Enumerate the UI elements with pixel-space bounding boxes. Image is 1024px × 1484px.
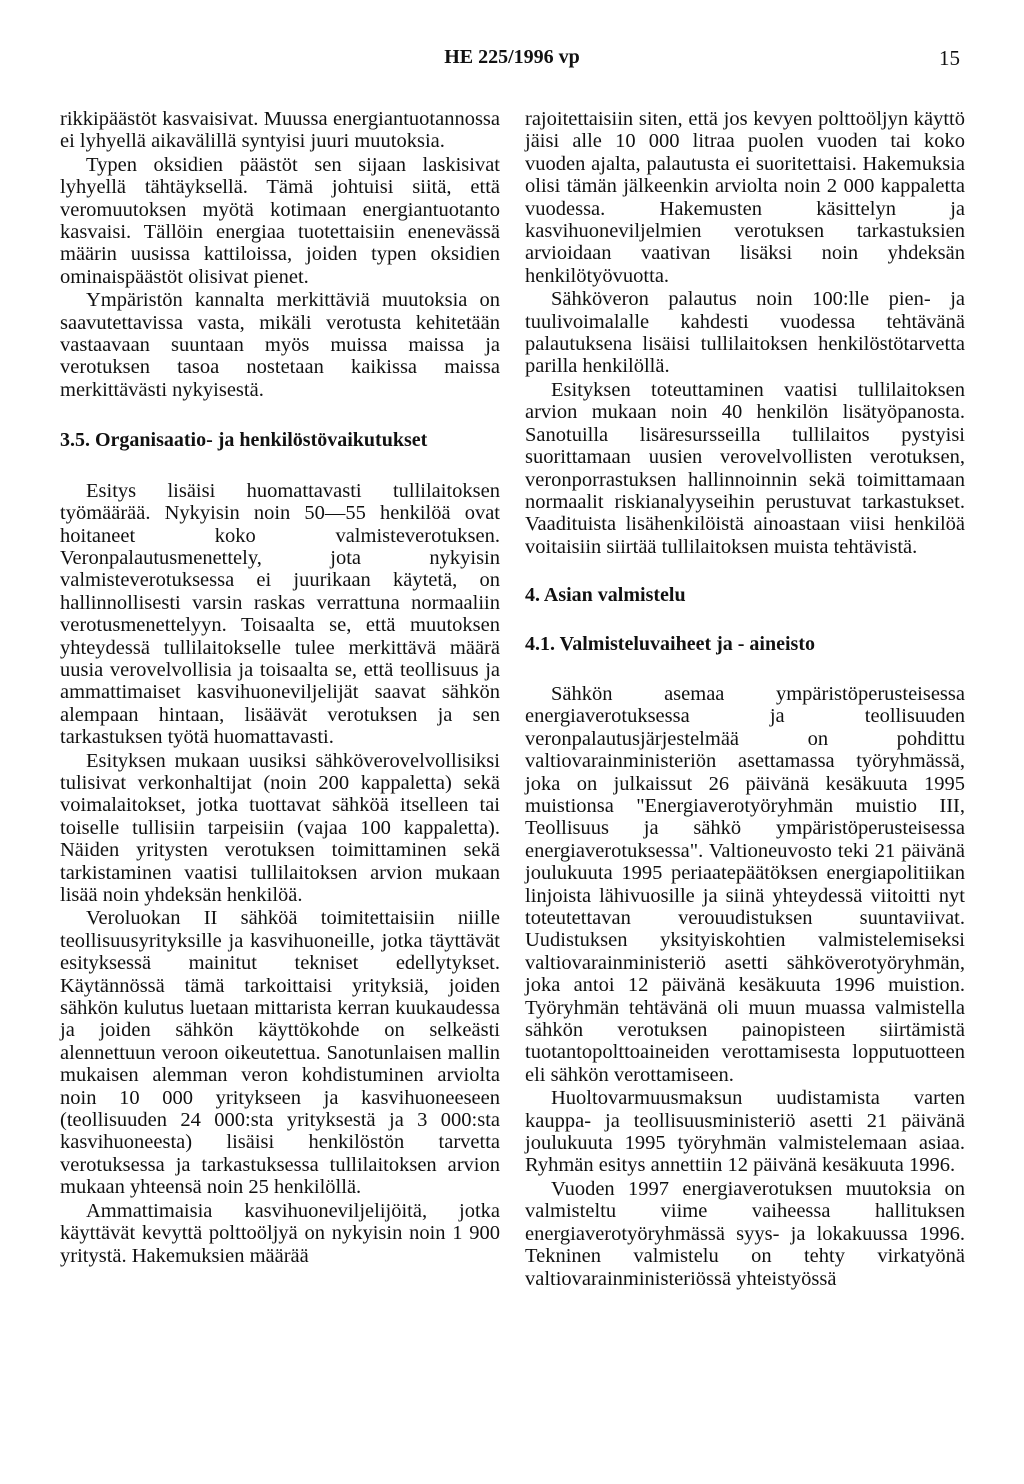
document-id: HE 225/1996 vp xyxy=(444,46,580,68)
paragraph: Huoltovarmuusmaksun uudistamista varten kauppa- ja teollisuusministeriö asetti 21 päivänä joulukuuta 1995 työryhmän valmistelemaan asiaa. Ryhmän esitys annettiin 12 päivänä kesäkuuta 1996. xyxy=(525,1087,965,1177)
section-heading-3-5: 3.5. Organisaatio- ja henkilöstövaikutukset xyxy=(60,429,428,452)
paragraph: Esitys lisäisi huomattavasti tullilaitoksen työmäärää. Nykyisin noin 50—55 henkilöä ovat hoitaneet koko valmisteverotuksen. Veronpalautusmenettely, jota nykyisin valmisteverotuksessa ei juurikaan käytetä, on hallinnollisesti varsin raskas verrattuna normaaliin verotusmenettelyyn. Toisaalta se, että muutoksen yhteydessä tullilaitokselle tulee merkittävä määrä uusia verovelvollisia ja toisaalta se, että teollisuus ja ammattimaiset kasvihuoneviljelijät saavat sähkön alempaan hintaan, lisäävät verotuksen ja sen tarkastuksen työtä huomattavasti. xyxy=(60,479,500,749)
page-number: 15 xyxy=(939,46,960,70)
paragraph: Sähköveron palautus noin 100:lle pien- ja tuulivoimalalle kahdesti vuodessa tehtävänä palautuksena lisäisi tullilaitoksen henkilöstötarvetta parilla henkilöllä. xyxy=(525,288,965,378)
paragraph: rajoitettaisiin siten, että jos kevyen polttoöljyn käyttö jäisi alle 10 000 litraa puolen vuoden tai koko vuoden ajalta, palautusta ei suoritettaisi. Hakemuksia olisi tämän jälkeenkin arviolta noin 2 000 kappaletta vuodessa. Hakemusten käsittelyn ja kasvihuoneviljelmien verotuksen tarkastuksien arvioidaan vaativan lisäksi noin yhdeksän henkilötyövuotta. xyxy=(525,108,965,287)
right-column xyxy=(525,108,965,1291)
section-heading-4: 4. Asian valmistelu xyxy=(525,584,686,607)
paragraph: Typen oksidien päästöt sen sijaan laskisivat lyhyellä tähtäyksellä. Tämä johtuisi siitä, että veromuutoksen myötä kotimaan energiantuotanto kasvaisi. Tällöin energiaa tuotettaisiin enenevässä määrin uusissa kattiloissa, joiden typen oksidien ominaispäästöt olisivat pienet. xyxy=(60,153,500,288)
paragraph: Ammattimaisia kasvihuoneviljelijöitä, jotka käyttävät kevyttä polttoöljyä on nykyisin noin 1 900 yritystä. Hakemuksien määrää xyxy=(60,1199,500,1267)
left-column xyxy=(60,108,500,1268)
paragraph: Vuoden 1997 energiaverotuksen muutoksia on valmisteltu viime vaiheessa hallituksen energiaverotyöryhmässä syys- ja lokakuussa 1996. Tekninen valmistelu on tehty virkatyönä valtiovarainministeriössä yhteistyössä xyxy=(525,1177,965,1290)
paragraph: Sähkön asemaa ympäristöperusteisessa energiaverotuksessa ja teollisuuden veronpalautusjärjestelmää on pohdittu valtiovarainministeriön asettamassa työryhmässä, joka on julkaissut 26 päivänä kesäkuuta 1995 muistionsa "Energiaverotyöryhmän muistio III, Teollisuus ja sähkö ympäristöperusteisessa energiaverotuksessa". Valtioneuvosto teki 21 päivänä joulukuuta 1995 periaatepäätöksen energiapolitiikan linjoista lähivuosille ja siinä yhteydessä viitoitti nyt toteutettavan verouudistuksen suuntaviivat. Uudistuksen yksityiskohtien valmistelemiseksi valtiovarainministeriö asetti sähköverotyöryhmän, joka antoi 12 päivänä kesäkuuta 1996 muistion. Työryhmän tehtävänä oli muun muassa valmistella sähkön verotuksen painopisteen siirtämistä tuotantopolttoaineiden verottamisesta lopputuotteen eli sähkön verottamiseen. xyxy=(525,682,965,1086)
paragraph: Ympäristön kannalta merkittäviä muutoksia on saavutettavissa vasta, mikäli verotusta kehitetään vastaavaan suuntaan myös muissa maissa ja verotuksen tasoa nostetaan kaikissa maissa merkittävästi nykyisestä. xyxy=(60,289,500,401)
page-header xyxy=(0,46,1024,76)
paragraph: Esityksen mukaan uusiksi sähköverovelvollisiksi tulisivat verkonhaltijat (noin 200 kappaletta) sekä voimalaitokset, jotka tuottavat sähköä itselleen tai toiselle tullisiin tarpeisiin (vajaa 100 kappaletta). Näiden yritysten verotuksen toimittaminen sekä tarkistaminen vaatisi tullilaitoksen arvion mukaan lisää noin yhdeksän henkilöä. xyxy=(60,749,500,906)
section-heading-4-1: 4.1. Valmisteluvaiheet ja - aineisto xyxy=(525,632,815,655)
paragraph: rikkipäästöt kasvaisivat. Muussa energiantuotannossa ei lyhyellä aikavälillä syntyisi juuri muutoksia. xyxy=(60,108,500,153)
paragraph: Esityksen toteuttaminen vaatisi tullilaitoksen arvion mukaan noin 40 henkilön lisätyöpanosta. Sanotuilla lisäresursseilla tullilaitos pystyisi suorittamaan uusien verovelvollisten verotuksen, veronporrastuksen hallinnoinnin sekä toimittamaan normaalit riskianalyyseihin perustuvat tarkastukset. Vaadituista lisähenkilöistä ainoastaan viisi henkilöä voitaisiin siirtää tullilaitoksen muista tehtävistä. xyxy=(525,378,965,558)
paragraph: Veroluokan II sähköä toimitettaisiin niille teollisuusyrityksille ja kasvihuoneille, jotka täyttävät esityksessä mainitut tekniset edellytykset. Käytännössä tämä tarkoittaisi yrityksiä, joiden sähkön kulutus luetaan mittarista kerran kuukaudessa ja joiden sähkön käyttökohde on selkeästi alennettuun veroon oikeutettua. Sanotunlaisen mallin mukaisen alemman veron kohdistuminen arviolta noin 10 000 yritykseen ja kasvihuoneeseen (teollisuuden 24 000:sta yrityksestä ja 3 000:sta kasvihuoneesta) lisäisi henkilöstön tarvetta verotuksessa ja tarkastuksessa tullilaitoksen arvion mukaan yhteensä noin 25 henkilöllä. xyxy=(60,907,500,1199)
